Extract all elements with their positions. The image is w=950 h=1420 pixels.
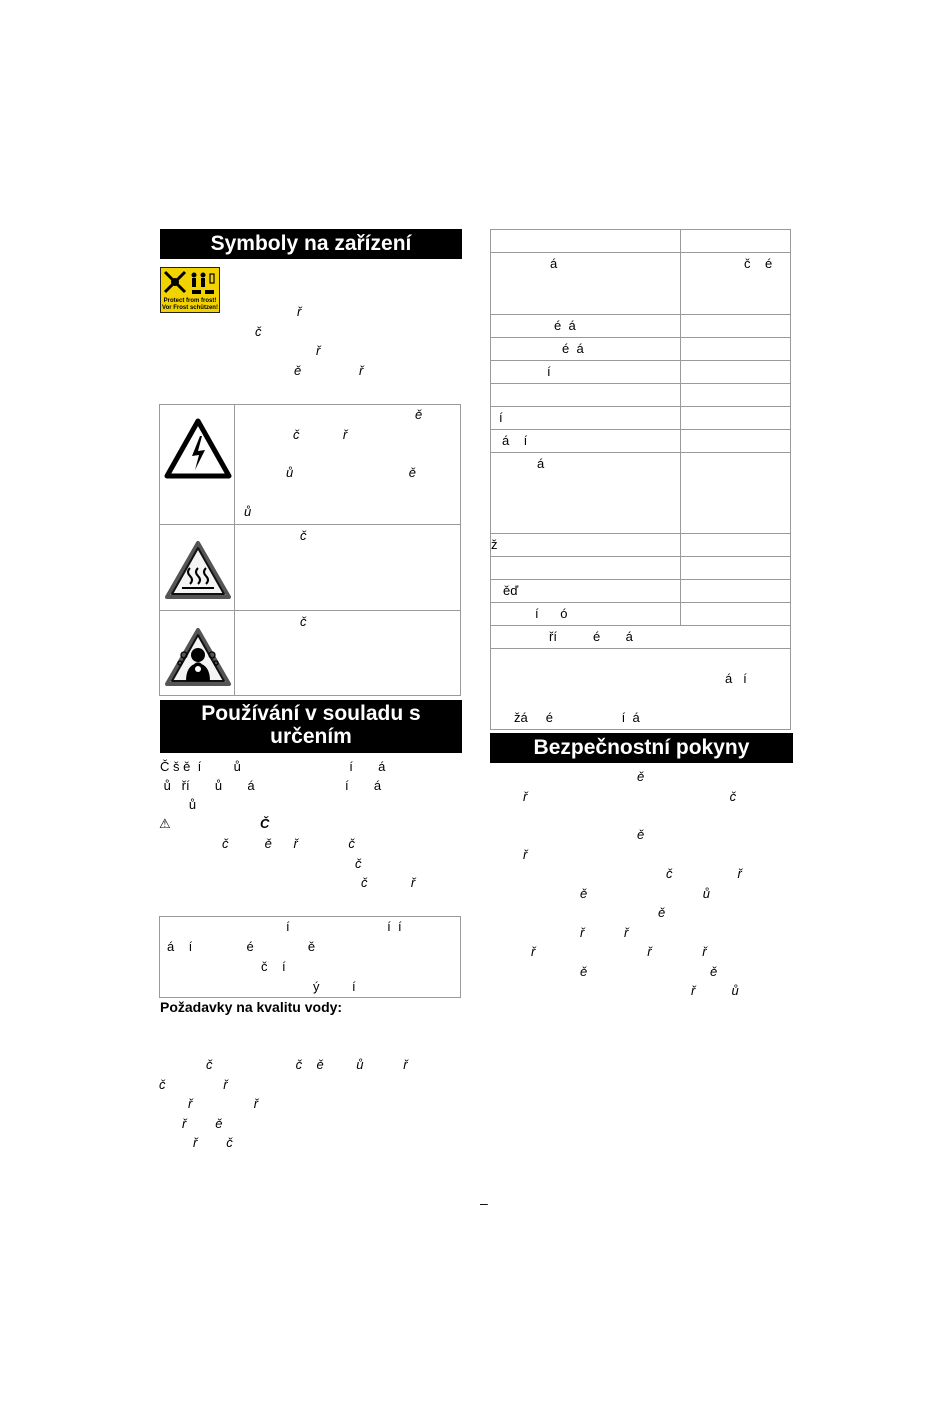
frost-text-line: ř — [297, 304, 302, 319]
spec-full-row: ří é á — [549, 629, 633, 644]
warning-row-3-text: č — [300, 614, 307, 629]
safety-text-line: ř č — [523, 789, 737, 804]
use-text-line: ů — [160, 797, 197, 812]
safety-text-line: ě ě — [580, 964, 718, 979]
spec-cell: í ó — [535, 606, 568, 621]
spec-cell: é á — [554, 318, 576, 333]
note-box-line: í í í — [286, 919, 402, 934]
frost-text-line: ř — [316, 343, 321, 358]
heading-intended-use-line-1: Používání v souladu s — [201, 702, 421, 725]
warning-bold-text: Č — [260, 816, 270, 831]
safety-text-line: ř — [523, 847, 528, 862]
high-voltage-warning-icon — [164, 418, 232, 480]
frost-text-line: ě ř — [294, 363, 364, 378]
safety-text-line: ě — [637, 827, 645, 842]
warning-row-1-text: ů ě — [286, 465, 417, 480]
spec-cell: á — [550, 256, 558, 271]
warning-row-1-text: ů — [244, 504, 252, 519]
hot-surface-warning-icon — [164, 540, 232, 600]
spec-cell: č é — [744, 256, 773, 271]
safety-text-line: ě — [637, 769, 645, 784]
heading-safety-instructions: Bezpečnostní pokyny — [490, 733, 793, 763]
frost-text-line: č — [255, 324, 262, 339]
spec-cell: ěď — [503, 583, 519, 598]
safety-text-line: ř ř — [580, 925, 629, 940]
warning-row-1-text: ě — [415, 407, 423, 422]
spec-cell: ž — [491, 537, 498, 552]
frost-label-line-1: Protect from frost! — [163, 298, 217, 304]
warning-row-2-text: č — [300, 528, 307, 543]
spec-footer-line: žá é í á — [514, 710, 640, 725]
warning-row-1-text: č ř — [293, 427, 348, 442]
page-number-mark: – — [480, 1195, 488, 1211]
safety-text-line: ř ů — [691, 983, 739, 998]
water-text-line: č ř — [159, 1077, 228, 1092]
water-text-line: ř č — [193, 1135, 233, 1150]
water-text-line: ř ě — [182, 1116, 223, 1131]
heading-symbols-on-device: Symboly na zařízení — [160, 229, 462, 259]
note-box-line: č í — [261, 959, 286, 974]
heading-intended-use — [160, 700, 462, 753]
spec-footer-line: á í — [725, 671, 747, 686]
spec-cell: í — [547, 364, 551, 379]
warning-text-line: č ě ř č — [222, 836, 355, 851]
note-box-line: á í é ě — [167, 939, 316, 954]
water-quality-heading: Požadavky na kvalitu vody: — [160, 999, 343, 1015]
warning-text-line: č — [355, 856, 362, 871]
frost-label-line-2: Vor Frost schützen! — [162, 305, 218, 311]
toxic-gas-warning-icon — [164, 627, 232, 687]
use-text-line: ů ří ů á í á — [160, 778, 382, 793]
safety-text-line: ě — [658, 905, 666, 920]
safety-text-line: ř ř ř — [531, 944, 707, 959]
spec-cell: á — [537, 456, 545, 471]
technical-data-table — [490, 229, 791, 730]
heading-intended-use-line-2: určením — [270, 725, 352, 748]
warning-triangle-icon: ⚠ — [159, 816, 171, 831]
warning-text-line: č ř — [361, 875, 416, 890]
note-box-line: ý í — [313, 979, 356, 994]
spec-cell: á í — [502, 433, 528, 448]
safety-text-line: ě ů — [580, 886, 711, 901]
spec-cell: é á — [562, 341, 584, 356]
safety-text-line: č ř — [666, 866, 742, 881]
spec-cell: í — [499, 410, 503, 425]
frost-protection-label-icon — [160, 267, 220, 313]
water-text-line: ř ř — [188, 1096, 259, 1111]
water-text-line: č č ě ů ř — [206, 1057, 408, 1072]
use-text-line: Č š ě í ů í á — [160, 759, 386, 774]
